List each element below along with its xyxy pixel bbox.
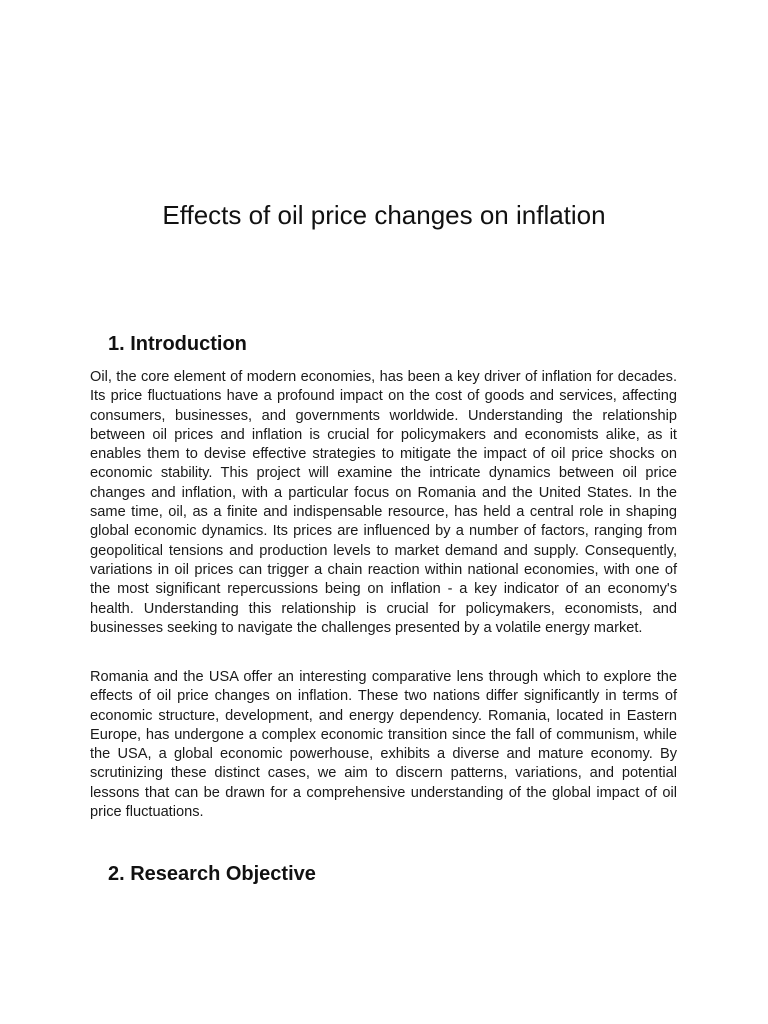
document-title: Effects of oil price changes on inflation	[162, 200, 606, 230]
section-heading-research-objective: 2. Research Objective	[108, 863, 316, 885]
introduction-paragraph-2: Romania and the USA offer an interesting comparative lens through which to explore the effects of oil price changes on inflation. These two nations differ significantly in terms of economic structure, development, and energy dependency. Romania, located in Eastern Europe, has undergone a complex economic transition since the fall of communism, while the USA, a global economic powerhouse, exhibits a diverse and mature economy. By scrutinizing these distinct cases, we aim to discern patterns, variations, and potential lessons that can be drawn for a comprehensive understanding of the global impact of oil price fluctuations.	[90, 669, 677, 821]
introduction-paragraph-1: Oil, the core element of modern economies, has been a key driver of inflation for decades. Its price fluctuations have a profound impact on the cost of goods and services, affecting consumers, businesses, and governments worldwide. Understanding the relationship between oil prices and inflation is crucial for policymakers and economists alike, as it enables them to devise effective strategies to mitigate the impact of oil price shocks on economic stability. This project will examine the intricate dynamics between oil price changes and inflation, with a particular focus on Romania and the United States. In the same time, oil, as a finite and indispensable resource, has held a central role in shaping global economic dynamics. Its prices are influenced by a number of factors, ranging from geopolitical tensions and production levels to market demand and supply. Consequently, variations in oil prices can trigger a chain reaction within national economies, with one of the most significant repercussions being on inflation - a key indicator of an economy's health. Understanding this relationship is crucial for policymakers, economists, and businesses seeking to navigate the challenges presented by a volatile energy market.	[90, 369, 677, 636]
section-heading-introduction: 1. Introduction	[108, 333, 247, 355]
